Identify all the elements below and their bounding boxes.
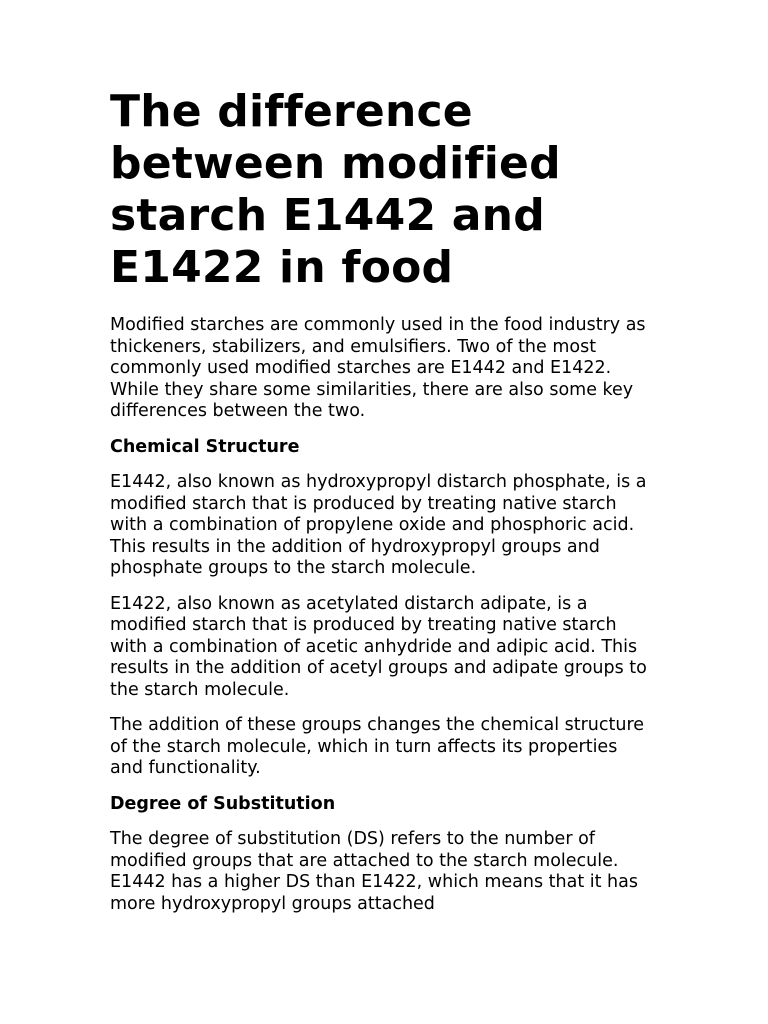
document-page bbox=[110, 86, 655, 929]
section-heading-chemical-structure: Chemical Structure bbox=[110, 436, 300, 457]
section-heading-degree-of-substitution: Degree of Substitution bbox=[110, 793, 336, 814]
intro-paragraph: Modified starches are commonly used in the food industry as thickeners, stabilizers, and emulsifiers. Two of the most commonly used modified starches are E1442 and E1422. While they share some similarities, there are also some key differences between the two. bbox=[110, 315, 646, 421]
paragraph-structure-effect: The addition of these groups changes the chemical structure of the starch molecule, which in turn affects its properties and functionality. bbox=[110, 715, 645, 778]
article-title: The difference between modified starch E1442 and E1422 in food bbox=[110, 86, 561, 293]
paragraph-e1422-structure: E1422, also known as acetylated distarch adipate, is a modified starch that is produced by treating native starch with a combination of acetic anhydride and adipic acid. This results in the addition of acetyl groups and adipate groups to the starch molecule. bbox=[110, 593, 647, 700]
paragraph-degree-of-substitution: The degree of substitution (DS) refers to the number of modified groups that are attached to the starch molecule. E1442 has a higher DS than E1422, which means that it has more hydroxypropyl groups attached bbox=[110, 829, 638, 914]
paragraph-e1442-structure: E1442, also known as hydroxypropyl distarch phosphate, is a modified starch that is produced by treating native starch with a combination of propylene oxide and phosphoric acid. This results in the addition of hydroxypropyl groups and phosphate groups to the starch molecule. bbox=[110, 472, 647, 578]
